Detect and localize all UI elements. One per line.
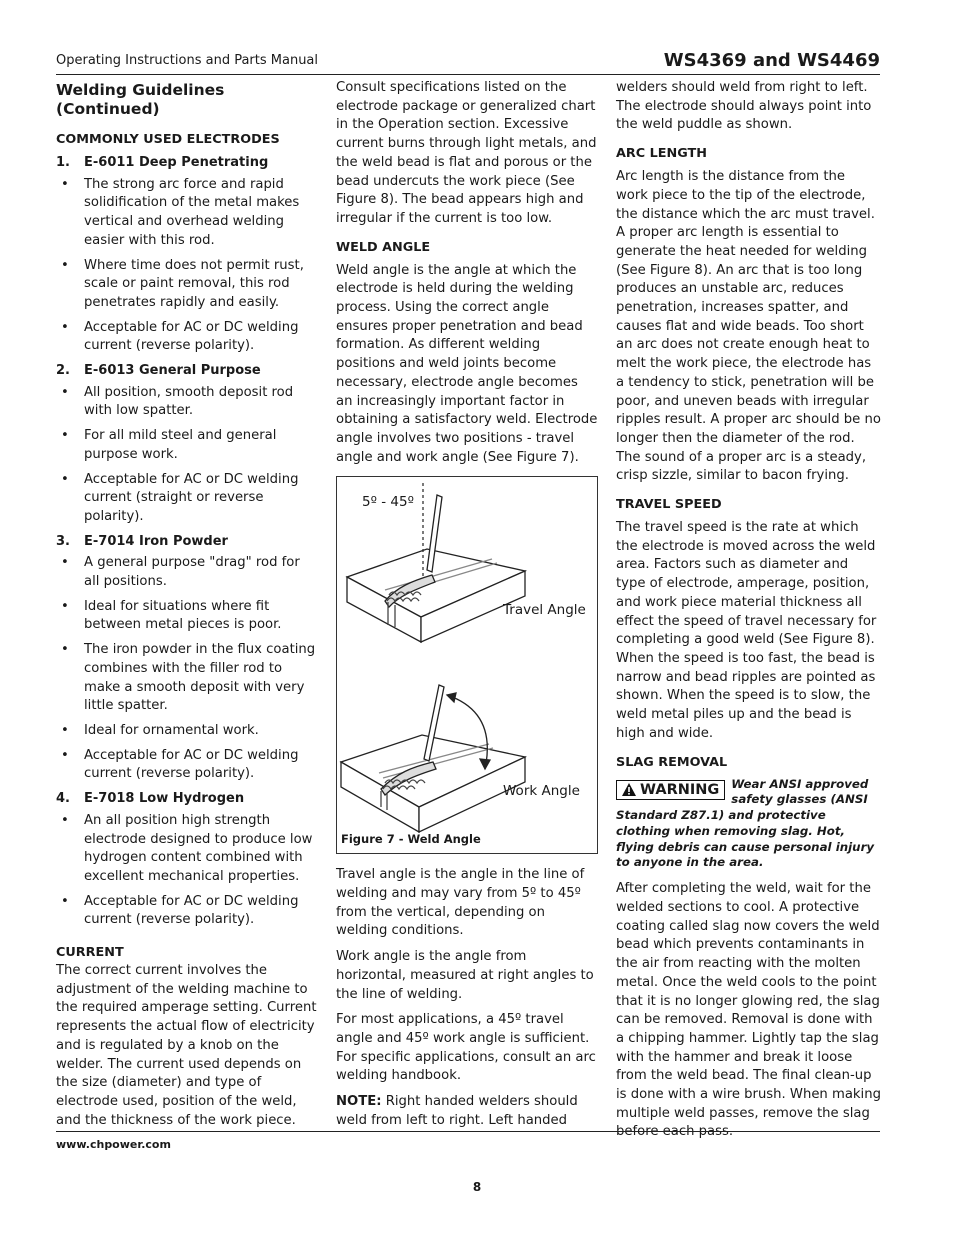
angle-range-label: 5º - 45º <box>362 494 414 511</box>
section-title: Welding Guidelines (Continued) <box>56 81 225 118</box>
model-title: WS4369 and WS4469 <box>663 50 880 71</box>
paragraph: Consult specifications listed on the electrode package or generalized chart in the Operation section. Excessive current burns through light metals, and the weld bead is flat and porous or the bead undercuts the work piece (See Figure 8). The bead appears high and irregular if the current is too low. <box>336 80 597 226</box>
current-paragraph: The correct current involves the adjustment of the welding machine to the required amperage setting. Current represents the actual flow of electricity and is regulated by a knob on the welder. The current used depends on the size (diameter) and type of electrode used, position of the weld, and the thickness of the work piece. <box>56 963 317 1128</box>
weld-angle-heading: WELD ANGLE <box>336 239 431 255</box>
electrode-4-list <box>56 812 318 930</box>
electrode-3-list <box>56 554 318 784</box>
warning-icon <box>622 783 636 796</box>
list-item: • Acceptable for AC or DC welding current (reverse polarity). <box>56 747 318 784</box>
column-2 <box>336 79 598 1138</box>
list-item: • Ideal for situations where fit between metal pieces is poor. <box>56 598 318 635</box>
note-text: Right handed welders should weld from left to right. Left handed <box>336 1094 578 1128</box>
list-item: • Where time does not permit rust, scale or paint removal, this rod penetrates rapidly and easily. <box>56 257 318 313</box>
electrode-2-list <box>56 384 318 527</box>
warning-badge <box>616 780 725 800</box>
paragraph: Travel angle is the angle in the line of welding and may vary from 5º to 45º from the vertical, depending on welding conditions. <box>336 867 585 939</box>
warning-block <box>616 777 881 872</box>
slag-removal-heading: SLAG REMOVAL <box>616 754 728 770</box>
website-url: www.chpower.com <box>56 1138 171 1151</box>
electrode-3-heading: 3. E-7014 Iron Powder <box>56 533 228 549</box>
list-item: • All position, smooth deposit rod with low spatter. <box>56 384 318 421</box>
list-item: • An all position high strength electrode designed to produce low hydrogen content combined with excellent mechanical properties. <box>56 812 318 887</box>
footer-rule <box>56 1131 880 1132</box>
electrode-2-heading: 2. E-6013 General Purpose <box>56 363 261 379</box>
manual-title: Operating Instructions and Parts Manual <box>56 53 319 68</box>
electrode-1-heading: 1. E-6011 Deep Penetrating <box>56 155 269 170</box>
note-paragraph <box>336 1093 598 1130</box>
page-number: 8 <box>472 1180 482 1194</box>
electrodes-heading: COMMONLY USED ELECTRODES <box>56 132 280 147</box>
column-1 <box>56 81 318 1137</box>
list-item: • The strong arc force and rapid solidification of the metal makes vertical and overhead welding easier with this rod. <box>56 176 318 251</box>
weld-angle-figure <box>336 476 598 854</box>
list-item: • A general purpose "drag" rod for all positions. <box>56 554 318 591</box>
note-label: NOTE: <box>336 1094 382 1110</box>
paragraph: welders should weld from right to left. The electrode should always point into the weld puddle as shown. <box>616 80 872 133</box>
list-item: • Ideal for ornamental work. <box>56 722 318 741</box>
list-item: • For all mild steel and general purpose work. <box>56 427 318 464</box>
list-item: • Acceptable for AC or DC welding current (reverse polarity). <box>56 893 318 930</box>
paragraph: For most applications, a 45º travel angle and 45º work angle is sufficient. For specific applications, consult an arc welding handbook. <box>336 1012 596 1084</box>
header-rule <box>56 74 880 75</box>
arc-length-heading: ARC LENGTH <box>616 146 707 162</box>
list-item: • Acceptable for AC or DC welding current (reverse polarity). <box>56 319 318 356</box>
warning-label: WARNING <box>640 781 720 798</box>
travel-speed-paragraph: The travel speed is the rate at which the electrode is moved across the weld area. Factors such as diameter and type of electrode, amperage, position, and work piece material thickness all effect the speed of travel necessary for completing a good weld (See Figure 8). When the speed is too fast, the bead is narrow and bead ripples are pointed as shown. When the speed is to slow, the weld metal piles up and the bead is high and wide. <box>616 520 877 741</box>
list-item: • Acceptable for AC or DC welding current (straight or reverse polarity). <box>56 471 318 527</box>
work-angle-label: Work Angle <box>503 783 580 800</box>
figure-caption: Figure 7 - Weld Angle <box>341 831 481 846</box>
slag-removal-paragraph: After completing the weld, wait for the welded sections to cool. A protective coating called slag now covers the weld bead which prevents contaminants in the air from reacting with the molten metal. Once the weld cools to the point that it is no longer glowing red, the slag can be removed. Removal is done with a chipping hammer. Lightly tap the slag with the hammer and break it loose from the weld bead. The final clean-up is done with a wire brush. When making multiple weld passes, remove the slag before each pass. <box>616 881 881 1140</box>
current-heading: CURRENT <box>56 945 124 961</box>
column-3 <box>616 79 881 1149</box>
warning-text: Wear ANSI approved safety glasses (ANSI Standard Z87.1) and protective clothing when removing slag. Hot, flying debris can cause personal injury to anyone in the area. <box>616 776 875 870</box>
paragraph: Weld angle is the angle at which the electrode is held during the welding process. Using the correct angle ensures proper penetration and bead formation. As different welding positions and weld joints become necessary, electrode angle becomes an increasingly important factor in obtaining a satisfactory weld. Electrode angle involves two positions - travel angle and work angle (See Figure 7). <box>336 262 598 465</box>
electrode-4-heading: 4. E-7018 Low Hydrogen <box>56 791 245 807</box>
travel-angle-label: Travel Angle <box>503 602 586 619</box>
list-item: • The iron powder in the flux coating combines with the filler rod to make a smooth deposit with very little spatter. <box>56 641 318 716</box>
electrode-1-list <box>56 176 318 356</box>
travel-speed-heading: TRAVEL SPEED <box>616 497 722 513</box>
paragraph: Work angle is the angle from horizontal, measured at right angles to the line of welding. <box>336 949 594 1002</box>
arc-length-paragraph: Arc length is the distance from the work piece to the tip of the electrode, the distance which the arc must travel. A proper arc length is essential to generate the heat needed for welding (See Figure 8). An arc that is too long produces an unstable arc, reduces penetration, increases spatter, and causes flat and wide beads. Too short an arc does not create enough heat to melt the work piece, the electrode has a tendency to stick, penetration will be poor, and uneven beads with irregular ripples result. A proper arc should be no longer then the diameter of the rod. The sound of a proper arc is a steady, crisp sizzle, similar to bacon frying. <box>616 169 881 484</box>
